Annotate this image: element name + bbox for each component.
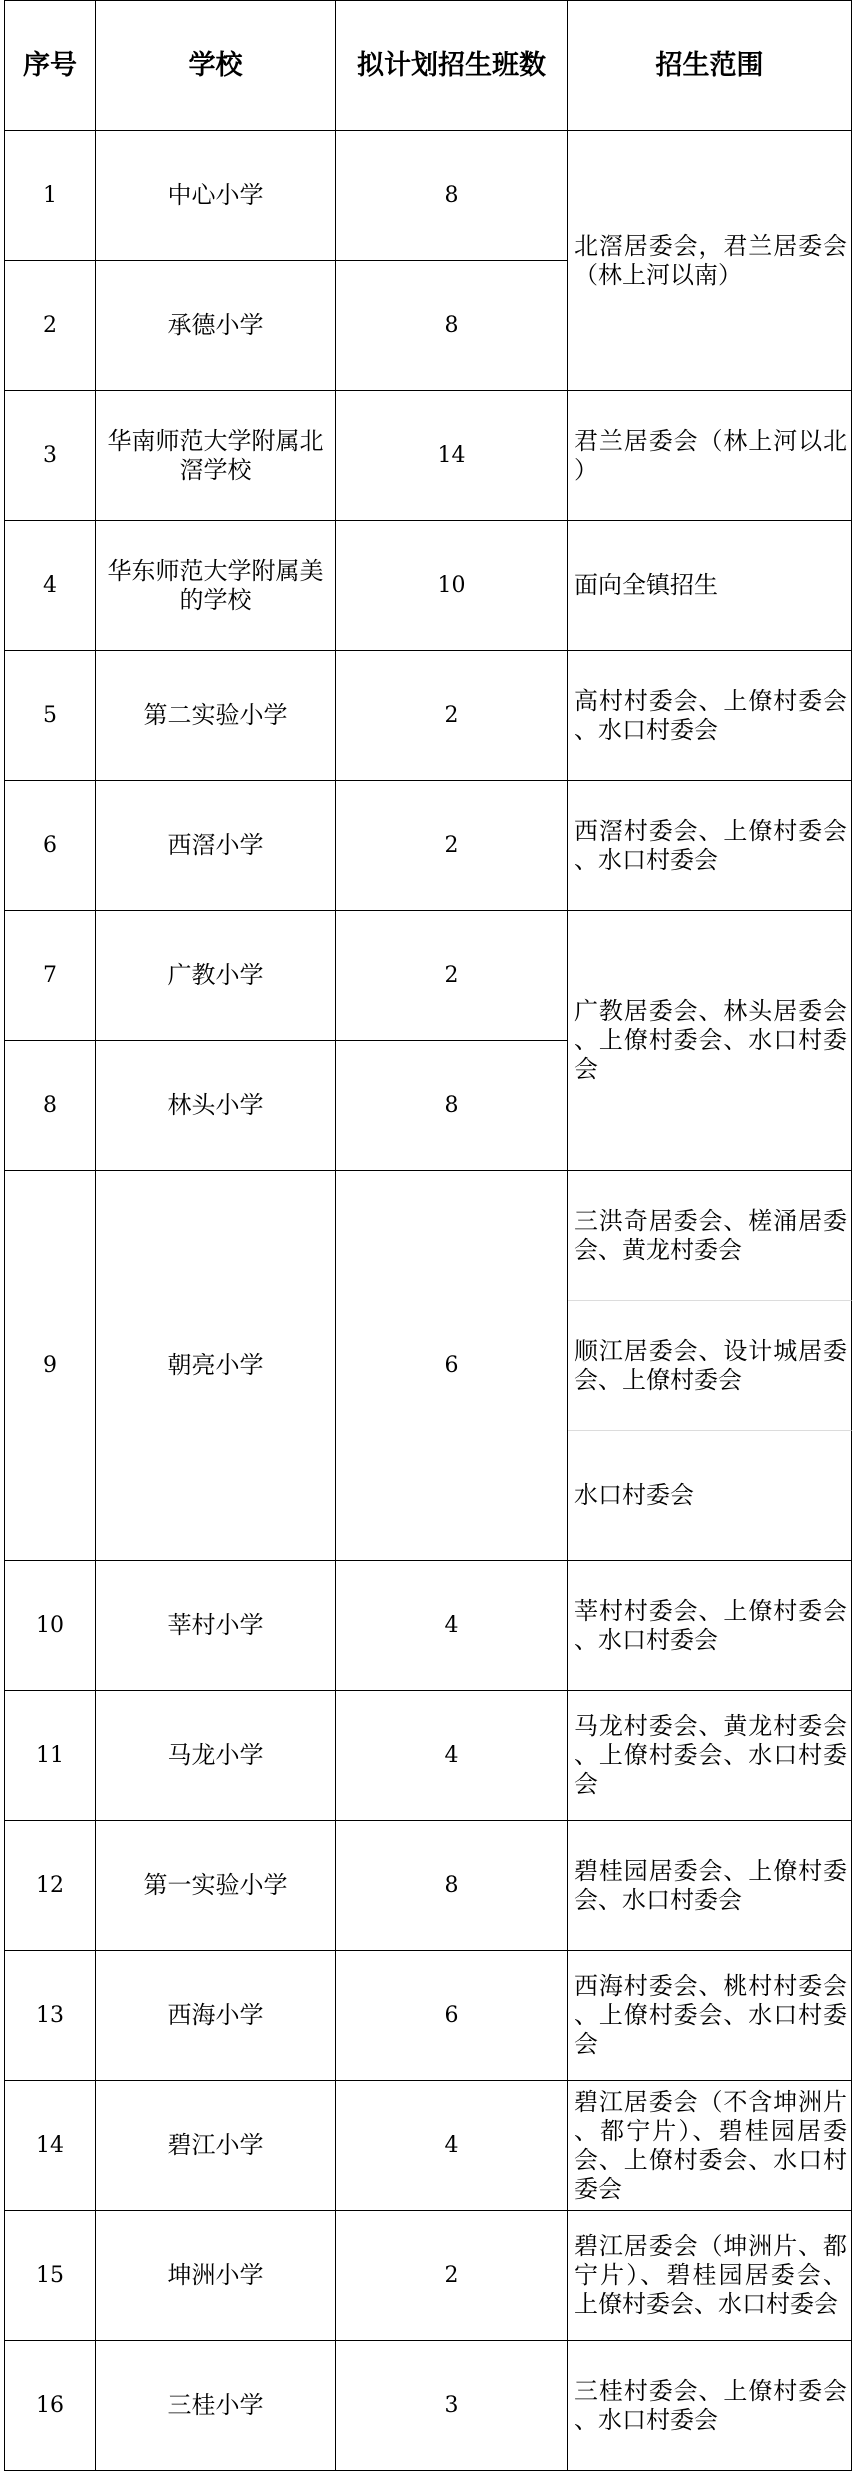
row-index: 14 [5,2081,96,2211]
row-index: 8 [5,1041,96,1171]
class-count: 14 [336,391,568,521]
enrollment-range: 三洪奇居委会、槎涌居委会、黄龙村委会 [568,1171,852,1301]
enrollment-range: 水口村委会 [568,1431,852,1561]
row-index: 15 [5,2211,96,2341]
header-school: 学校 [96,1,336,131]
class-count: 8 [336,1821,568,1951]
school-name: 马龙小学 [96,1691,336,1821]
enrollment-range: 高村村委会、上僚村委会、水口村委会 [568,651,852,781]
row-index: 16 [5,2341,96,2471]
school-name: 华东师范大学附属美的学校 [96,521,336,651]
header-classes: 拟计划招生班数 [336,1,568,131]
enrollment-range: 碧江居委会（坤洲片、都宁片）、碧桂园居委会、上僚村委会、水口村委会 [568,2211,852,2341]
class-count: 6 [336,1171,568,1561]
enrollment-range: 碧江居委会（不含坤洲片、都宁片）、碧桂园居委会、上僚村委会、水口村委会 [568,2081,852,2211]
enrollment-range: 君兰居委会（林上河以北） [568,391,852,521]
enrollment-range: 北滘居委会，君兰居委会（林上河以南） [568,131,852,391]
class-count: 2 [336,2211,568,2341]
header-range: 招生范围 [568,1,852,131]
school-name: 林头小学 [96,1041,336,1171]
school-name: 广教小学 [96,911,336,1041]
row-index: 10 [5,1561,96,1691]
row-index: 13 [5,1951,96,2081]
class-count: 8 [336,131,568,261]
school-name: 第二实验小学 [96,651,336,781]
row-index: 12 [5,1821,96,1951]
row-index: 6 [5,781,96,911]
enrollment-table [4,0,852,2471]
row-index: 3 [5,391,96,521]
row-index: 11 [5,1691,96,1821]
class-count: 8 [336,261,568,391]
school-name: 第一实验小学 [96,1821,336,1951]
row-index: 4 [5,521,96,651]
class-count: 4 [336,1561,568,1691]
enrollment-range: 顺江居委会、设计城居委会、上僚村委会 [568,1301,852,1431]
enrollment-range: 三桂村委会、上僚村委会、水口村委会 [568,2341,852,2471]
school-name: 坤洲小学 [96,2211,336,2341]
row-index: 2 [5,261,96,391]
header-index: 序号 [5,1,96,131]
school-name: 三桂小学 [96,2341,336,2471]
school-name: 朝亮小学 [96,1171,336,1561]
enrollment-range: 碧桂园居委会、上僚村委会、水口村委会 [568,1821,852,1951]
class-count: 3 [336,2341,568,2471]
school-name: 承德小学 [96,261,336,391]
school-name: 西滘小学 [96,781,336,911]
row-index: 7 [5,911,96,1041]
enrollment-range: 马龙村委会、黄龙村委会、上僚村委会、水口村委会 [568,1691,852,1821]
class-count: 2 [336,911,568,1041]
enrollment-range: 面向全镇招生 [568,521,852,651]
class-count: 10 [336,521,568,651]
row-index: 9 [5,1171,96,1561]
class-count: 2 [336,781,568,911]
class-count: 4 [336,1691,568,1821]
class-count: 6 [336,1951,568,2081]
school-name: 莘村小学 [96,1561,336,1691]
class-count: 8 [336,1041,568,1171]
enrollment-range: 莘村村委会、上僚村委会、水口村委会 [568,1561,852,1691]
row-index: 5 [5,651,96,781]
enrollment-range: 西滘村委会、上僚村委会、水口村委会 [568,781,852,911]
school-name: 中心小学 [96,131,336,261]
school-name: 华南师范大学附属北滘学校 [96,391,336,521]
class-count: 2 [336,651,568,781]
class-count: 4 [336,2081,568,2211]
enrollment-range: 广教居委会、林头居委会、上僚村委会、水口村委会 [568,911,852,1171]
school-name: 碧江小学 [96,2081,336,2211]
row-index: 1 [5,131,96,261]
enrollment-range: 西海村委会、桃村村委会、上僚村委会、水口村委会 [568,1951,852,2081]
school-name: 西海小学 [96,1951,336,2081]
